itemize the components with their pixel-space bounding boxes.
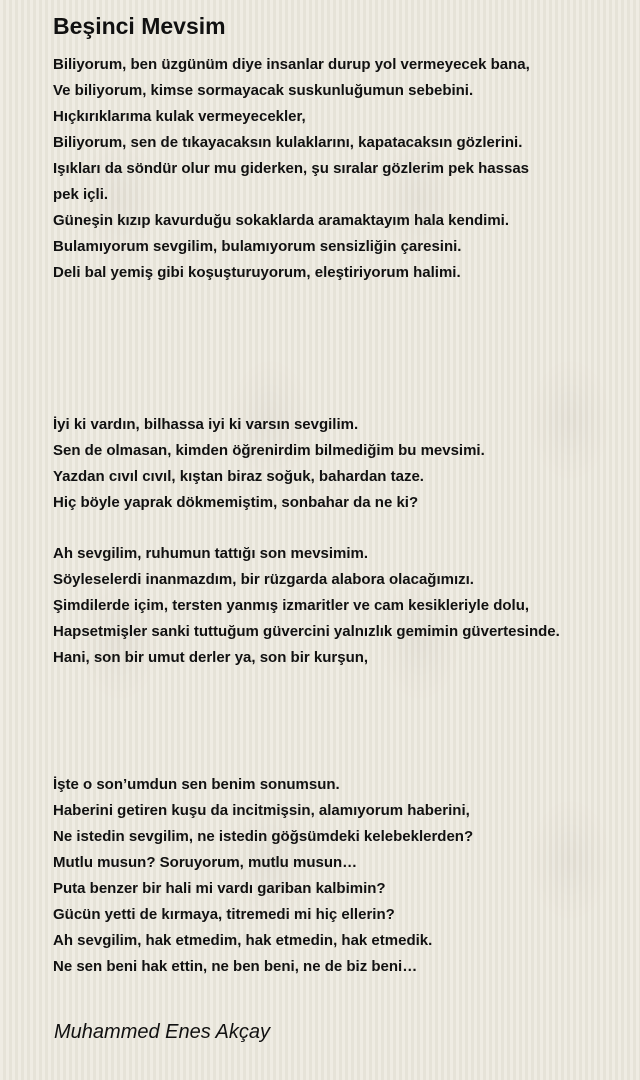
poem-line: İyi ki vardın, bilhassa iyi ki varsın sevgilim. (53, 416, 359, 433)
poem-author: Muhammed Enes Akçay (54, 1021, 271, 1043)
poem-line: Ne sen beni hak ettin, ne ben beni, ne de biz beni… (53, 958, 418, 975)
poem-line: Ve biliyorum, kimse sormayacak suskunluğumun sebebini. (53, 82, 474, 99)
poem-line: Şimdilerde içim, tersten yanmış izmaritler ve cam kesikleriyle dolu, (53, 597, 530, 614)
poem-line: Mutlu musun? Soruyorum, mutlu musun… (53, 854, 358, 871)
poem-line: Yazdan cıvıl cıvıl, kıştan biraz soğuk, bahardan taze. (53, 468, 424, 485)
poem-line: Ah sevgilim, ruhumun tattığı son mevsimim. (53, 545, 369, 562)
poem-line: Hiç böyle yaprak dökmemiştim, sonbahar da ne ki? (53, 494, 419, 511)
poem-line: İşte o son’umdun sen benim sonumsun. (53, 776, 340, 793)
stanza-3 (53, 541, 560, 671)
poem-line: Ah sevgilim, hak etmedim, hak etmedin, hak etmedik. (53, 932, 433, 949)
poem-line: Puta benzer bir hali mi vardı gariban kalbimin? (53, 880, 386, 897)
poem-line: Hapsetmişler sanki tuttuğum güvercini yalnızlık gemimin güvertesinde. (53, 623, 560, 640)
poem-line: Sen de olmasan, kimden öğrenirdim bilmediğim bu mevsimi. (53, 442, 485, 459)
poem-line: Gücün yetti de kırmaya, titremedi mi hiç ellerin? (53, 906, 395, 923)
poem-line: Ne istedin sevgilim, ne istedin göğsümdeki kelebeklerden? (53, 828, 474, 845)
stanza-4 (53, 772, 473, 980)
poem-line: Deli bal yemiş gibi koşuşturuyorum, eleştiriyorum halimi. (53, 264, 461, 281)
poem-line: Işıkları da söndür olur mu giderken, şu sıralar gözlerim pek hassas (53, 160, 530, 177)
poem-line: Söyleselerdi inanmazdım, bir rüzgarda alabora olacağımızı. (53, 571, 474, 588)
poem-line: Haberini getiren kuşu da incitmişsin, alamıyorum haberini, (53, 802, 470, 819)
poem-line: Biliyorum, sen de tıkayacaksın kulaklarını, kapatacaksın gözlerini. (53, 134, 523, 151)
poem-line: Bulamıyorum sevgilim, bulamıyorum sensizliğin çaresini. (53, 238, 462, 255)
poem-line: pek içli. (53, 186, 109, 203)
poem-line: Hıçkırıklarıma kulak vermeyecekler, (53, 108, 306, 125)
poem-title: Beşinci Mevsim (53, 13, 226, 39)
poem-line: Hani, son bir umut derler ya, son bir kurşun, (53, 649, 369, 666)
poem-line: Güneşin kızıp kavurduğu sokaklarda aramaktayım hala kendimi. (53, 212, 510, 229)
poem-line: Biliyorum, ben üzgünüm diye insanlar durup yol vermeyecek bana, (53, 56, 530, 73)
stanza-2 (53, 412, 485, 516)
stanza-1 (53, 52, 530, 286)
